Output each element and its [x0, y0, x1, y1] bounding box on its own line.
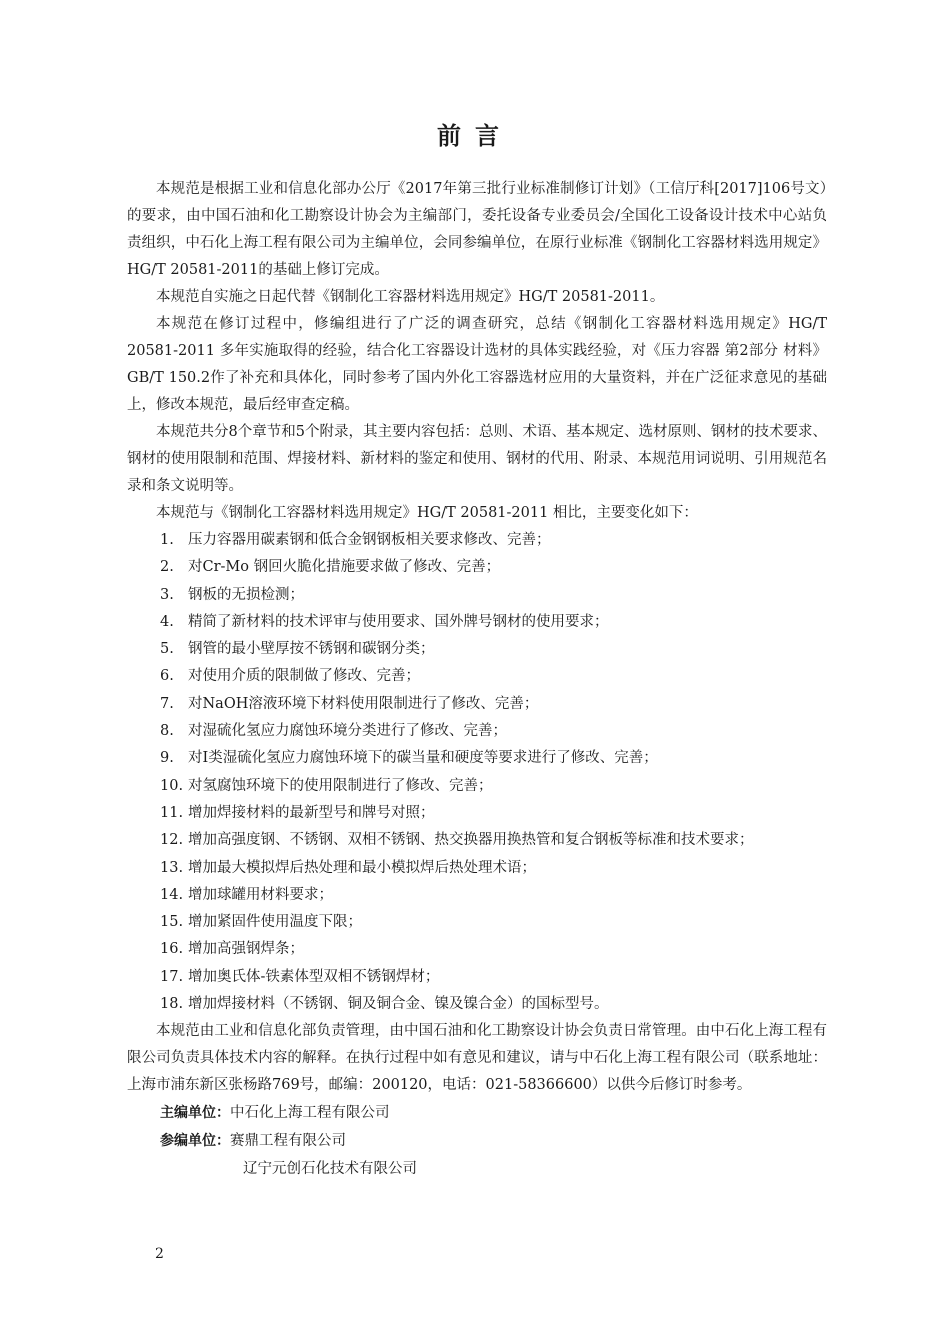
document-body	[127, 176, 827, 1183]
list-item	[160, 882, 827, 909]
list-item-text: 对I类湿硫化氢应力腐蚀环境下的碳当量和硬度等要求进行了修改、完善；	[188, 750, 658, 767]
list-item	[160, 554, 827, 581]
participant-unit-name: 赛鼎工程有限公司	[230, 1133, 346, 1150]
paragraph-changes-intro: 本规范与《钢制化工容器材料选用规定》HG/T 20581-2011 相比，主要变化如下：	[156, 505, 698, 521]
list-item	[160, 527, 827, 554]
list-item	[160, 636, 827, 663]
list-item	[160, 964, 827, 991]
list-item-number: 17.	[160, 968, 184, 985]
list-item	[160, 773, 827, 800]
list-item	[160, 691, 827, 718]
list-item-number: 2.	[160, 559, 174, 576]
list-item	[160, 909, 827, 936]
list-item-text: 增加高强钢焊条；	[188, 941, 304, 958]
list-item-number: 8.	[160, 723, 174, 740]
paragraph-revision-process: 本规范在修订过程中，修编组进行了广泛的调查研究，总结《钢制化工容器材料选用规定》HG/T 20581-2011 多年实施取得的经验，结合化工容器设计选材的具体实践经验，对《压力容器 第2部分 材料》GB/T 150.2作了补充和具体化，同时参考了国内外化工容器选材应用的大量资料，并在广泛征求意见的基础上，修改本规范，最后经审查定稿。	[127, 316, 827, 413]
page-number: 2	[155, 1246, 164, 1262]
list-item-text: 钢管的最小壁厚按不锈钢和碳钢分类；	[188, 641, 435, 658]
participant-unit-row	[127, 1127, 827, 1155]
list-item-text: 钢板的无损检测；	[188, 586, 304, 603]
chief-unit-row	[127, 1099, 827, 1127]
list-item-text: 压力容器用碳素钢和低合金钢钢板相关要求修改、完善；	[188, 532, 551, 548]
chief-unit-label: 主编单位：	[160, 1105, 230, 1122]
list-item	[160, 745, 827, 772]
list-item	[160, 718, 827, 745]
paragraph-basis: 本规范是根据工业和信息化部办公厅《2017年第三批行业标准制修订计划》（工信厅科[2017]106号文）的要求，由中国石油和化工勘察设计协会为主编部门，委托设备专业委员会/全国化工设备设计技术中心站负责组织，中石化上海工程有限公司为主编单位，会同参编单位，在原行业标准《钢制化工容器材料选用规定》HG/T 20581-2011的基础上修订完成。	[127, 181, 827, 278]
page-title: 前言	[437, 122, 513, 150]
list-item	[160, 827, 827, 854]
list-item	[160, 663, 827, 690]
list-item-number: 15.	[160, 914, 184, 931]
list-item-text: 增加高强度钢、不锈钢、双相不锈钢、热交换器用换热管和复合钢板等标准和技术要求；	[188, 832, 754, 849]
list-item-number: 3.	[160, 586, 174, 603]
list-item-number: 18.	[160, 996, 184, 1013]
list-item-text: 增加焊接材料的最新型号和牌号对照；	[188, 804, 435, 821]
list-item	[160, 609, 827, 636]
participant-unit-label: 参编单位：	[160, 1133, 230, 1150]
list-item-number: 5.	[160, 641, 174, 658]
paragraph-management: 本规范由工业和信息化部负责管理，由中国石油和化工勘察设计协会负责日常管理。由中石化上海工程有限公司负责具体技术内容的解释。在执行过程中如有意见和建议，请与中石化上海工程有限公司（联系地址：上海市浦东新区张杨路769号，邮编：200120，电话：021-58366600）以供今后修订时参考。	[127, 1023, 827, 1094]
list-item-text: 对NaOH溶液环境下材料使用限制进行了修改、完善；	[188, 695, 539, 712]
list-item-number: 16.	[160, 941, 184, 958]
list-item-text: 对湿硫化氢应力腐蚀环境分类进行了修改、完善；	[188, 723, 507, 740]
list-item-text: 精简了新材料的技术评审与使用要求、国外牌号钢材的使用要求；	[188, 613, 609, 630]
list-item-number: 11.	[160, 804, 184, 821]
list-item	[160, 582, 827, 609]
list-item-text: 增加球罐用材料要求；	[188, 886, 333, 903]
list-item	[160, 855, 827, 882]
list-item-text: 增加焊接材料（不锈钢、铜及铜合金、镍及镍合金）的国标型号。	[188, 996, 609, 1013]
list-item	[160, 800, 827, 827]
list-item-text: 对氢腐蚀环境下的使用限制进行了修改、完善；	[188, 777, 493, 794]
list-item	[160, 936, 827, 963]
list-item-number: 9.	[160, 750, 174, 767]
paragraph-contents: 本规范共分8个章节和5个附录，其主要内容包括：总则、术语、基本规定、选材原则、钢材的技术要求、钢材的使用限制和范围、焊接材料、新材料的鉴定和使用、钢材的代用、附录、本规范用词说明、引用规范名录和条文说明等。	[127, 424, 827, 494]
changes-list	[127, 527, 827, 1018]
list-item-text: 对Cr-Mo 钢回火脆化措施要求做了修改、完善；	[188, 559, 501, 576]
chief-unit-name: 中石化上海工程有限公司	[230, 1105, 390, 1122]
list-item-text: 对使用介质的限制做了修改、完善；	[188, 668, 420, 685]
participant-unit-name: 辽宁元创石化技术有限公司	[243, 1161, 417, 1178]
list-item-number: 12.	[160, 832, 184, 849]
list-item-number: 14.	[160, 886, 184, 903]
list-item-number: 1.	[160, 532, 174, 548]
paragraph-replacement: 本规范自实施之日起代替《钢制化工容器材料选用规定》HG/T 20581-2011。	[156, 289, 665, 305]
list-item-text: 增加最大模拟焊后热处理和最小模拟焊后热处理术语；	[188, 859, 536, 876]
list-item-text: 增加奥氏体-铁素体型双相不锈钢焊材；	[188, 968, 440, 985]
list-item-number: 10.	[160, 777, 184, 794]
list-item-number: 13.	[160, 859, 184, 876]
list-item	[160, 991, 827, 1018]
list-item-number: 4.	[160, 613, 174, 630]
list-item-number: 7.	[160, 695, 174, 712]
list-item-number: 6.	[160, 668, 174, 685]
list-item-text: 增加紧固件使用温度下限；	[188, 914, 362, 931]
